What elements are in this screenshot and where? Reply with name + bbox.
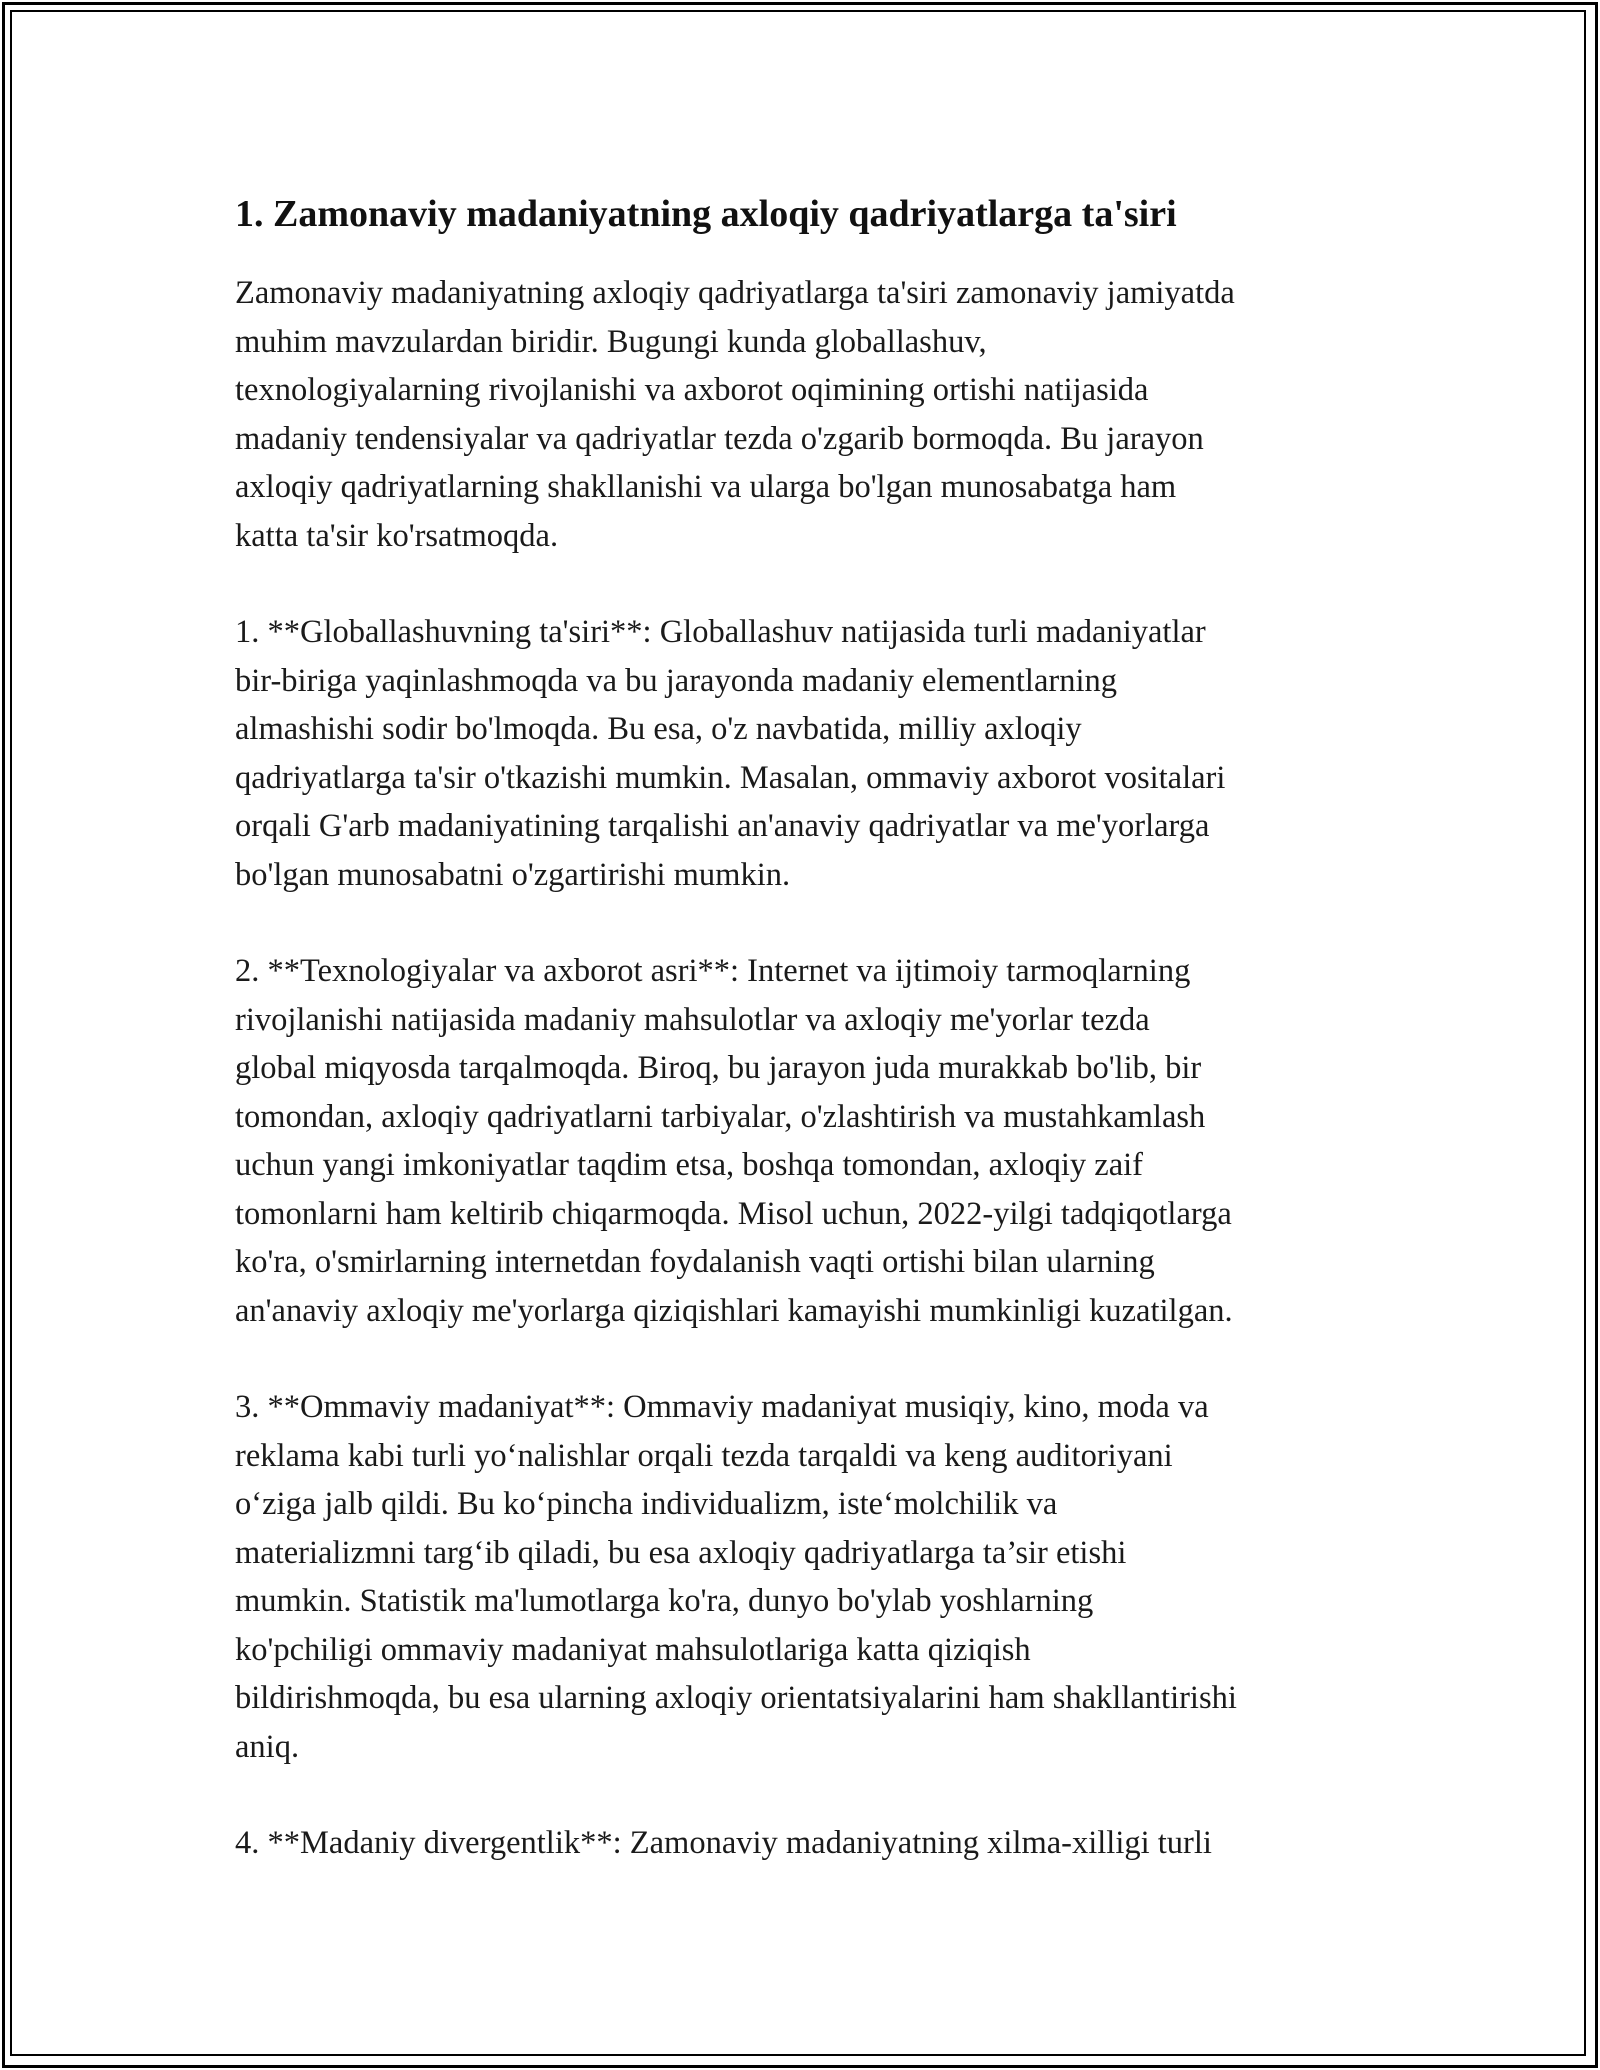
text-line: 4. **Madaniy divergentlik**: Zamonaviy madaniyatning xilma-xilligi turli (235, 1825, 1212, 1861)
text-line: ko'ra, o'smirlarning internetdan foydalanish vaqti ortishi bilan ularning (235, 1244, 1155, 1280)
text-line: aniq. (235, 1728, 300, 1765)
text-line: madaniy tendensiyalar va qadriyatlar tezda o'zgarib bormoqda. Bu jarayon (235, 420, 1204, 457)
text-line: an'anaviy axloqiy me'yorlarga qiziqishlari kamayishi mumkinligi kuzatilgan. (235, 1292, 1233, 1329)
text-line: tomonlarni ham keltirib chiqarmoqda. Misol uchun, 2022-yilgi tadqiqotlarga (235, 1195, 1232, 1232)
text-line: qadriyatlarga ta'sir o'tkazishi mumkin. Masalan, ommaviy axborot vositalari (235, 759, 1226, 796)
text-line: bir-biriga yaqinlashmoqda va bu jarayonda madaniy elementlarning (235, 662, 1117, 699)
text-line: o‘ziga jalb qildi. Bu ko‘pincha individualizm, iste‘molchilik va (235, 1486, 1058, 1522)
text-line: katta ta'sir ko'rsatmoqda. (235, 517, 559, 554)
text-line: global miqyosda tarqalmoqda. Biroq, bu jarayon juda murakkab bo'lib, bir (235, 1050, 1202, 1086)
globalization-paragraph (235, 608, 1390, 899)
text-line: bo'lgan munosabatni o'zgartirishi mumkin. (235, 856, 791, 893)
intro-paragraph (235, 269, 1390, 560)
text-line: tomondan, axloqiy qadriyatlarni tarbiyalar, o'zlashtirish va mustahkamlash (235, 1098, 1206, 1135)
text-line: orqali G'arb madaniyatining tarqalishi an'anaviy qadriyatlar va me'yorlarga (235, 808, 1210, 844)
text-line: materializmni targ‘ib qiladi, bu esa axloqiy qadriyatlarga ta’sir etishi (235, 1534, 1127, 1571)
text-line: mumkin. Statistik ma'lumotlarga ko'ra, dunyo bo'ylab yoshlarning (235, 1583, 1094, 1619)
text-line: reklama kabi turli yo‘nalishlar orqali tezda tarqaldi va keng auditoriyani (235, 1437, 1173, 1474)
text-line: texnologiyalarning rivojlanishi va axborot oqimining ortishi natijasida (235, 372, 1149, 408)
text-line: Zamonaviy madaniyatning axloqiy qadriyatlarga ta'siri zamonaviy jamiyatda (235, 275, 1235, 311)
text-line: rivojlanishi natijasida madaniy mahsulotlar va axloqiy me'yorlar tezda (235, 1001, 1150, 1038)
mass-culture-paragraph (235, 1383, 1390, 1771)
document-title: 1. Zamonaviy madaniyatning axloqiy qadriyatlarga ta'siri (235, 193, 1177, 235)
text-line: muhim mavzulardan biridir. Bugungi kunda globallashuv, (235, 323, 987, 360)
text-line: axloqiy qadriyatlarning shakllanishi va ularga bo'lgan munosabatga ham (235, 469, 1177, 505)
text-line: 1. **Globallashuvning ta'siri**: Globallashuv natijasida turli madaniyatlar (235, 614, 1206, 650)
divergence-paragraph (235, 1819, 1390, 1868)
document-body (235, 185, 1390, 1916)
text-line: 3. **Ommaviy madaniyat**: Ommaviy madaniyat musiqiy, kino, moda va (235, 1389, 1209, 1425)
text-line: ko'pchiligi ommaviy madaniyat mahsulotlariga katta qiziqish (235, 1631, 1031, 1668)
technology-paragraph (235, 947, 1390, 1335)
text-line: almashishi sodir bo'lmoqda. Bu esa, o'z navbatida, milliy axloqiy (235, 711, 1082, 747)
text-line: bildirishmoqda, bu esa ularning axloqiy orientatsiyalarini ham shakllantirishi (235, 1680, 1237, 1716)
text-line: uchun yangi imkoniyatlar taqdim etsa, boshqa tomondan, axloqiy zaif (235, 1147, 1143, 1183)
text-line: 2. **Texnologiyalar va axborot asri**: Internet va ijtimoiy tarmoqlarning (235, 953, 1191, 989)
